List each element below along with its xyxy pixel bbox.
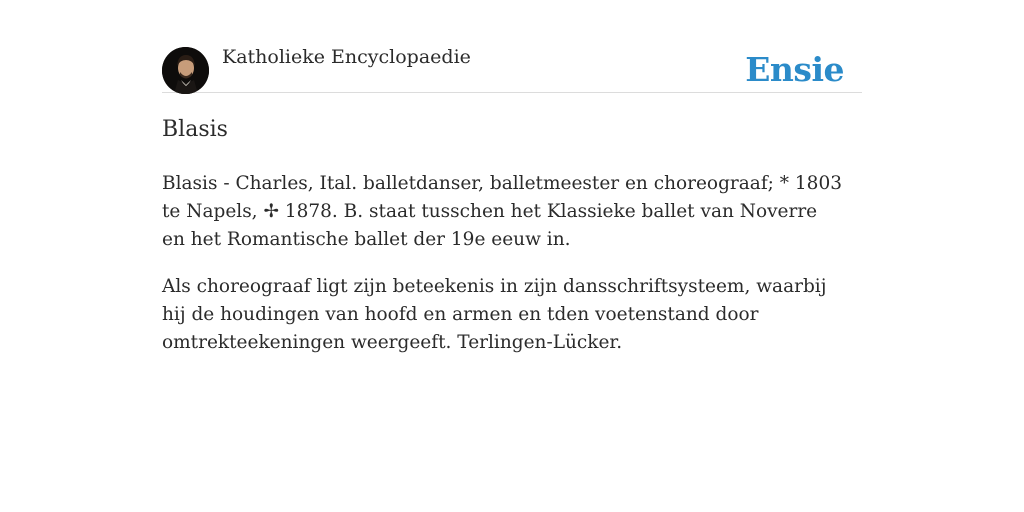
avatar[interactable]	[162, 47, 209, 94]
article-paragraph: Als choreograaf ligt zijn beteekenis in zijn dansschriftsysteem, waarbij hij de houdingen van hoofd en armen en tden voetenstand door omtrekteekeningen weergeeft. Terlingen-Lücker.	[162, 276, 827, 353]
article-title: Blasis	[162, 117, 228, 142]
article-paragraph: Blasis - Charles, Ital. balletdanser, balletmeester en choreograaf; * 1803 te Napels, ✢ 1878. B. staat tusschen het Klassieke ballet van Noverre en het Romantische ballet der 19e eeuw in.	[162, 173, 842, 250]
ensie-logo[interactable]: Ensie	[745, 50, 844, 89]
article-body	[162, 170, 842, 376]
portrait-icon	[162, 47, 209, 94]
site-name[interactable]: Katholieke Encyclopaedie	[222, 46, 471, 68]
page	[162, 0, 862, 353]
site-header	[162, 0, 862, 93]
